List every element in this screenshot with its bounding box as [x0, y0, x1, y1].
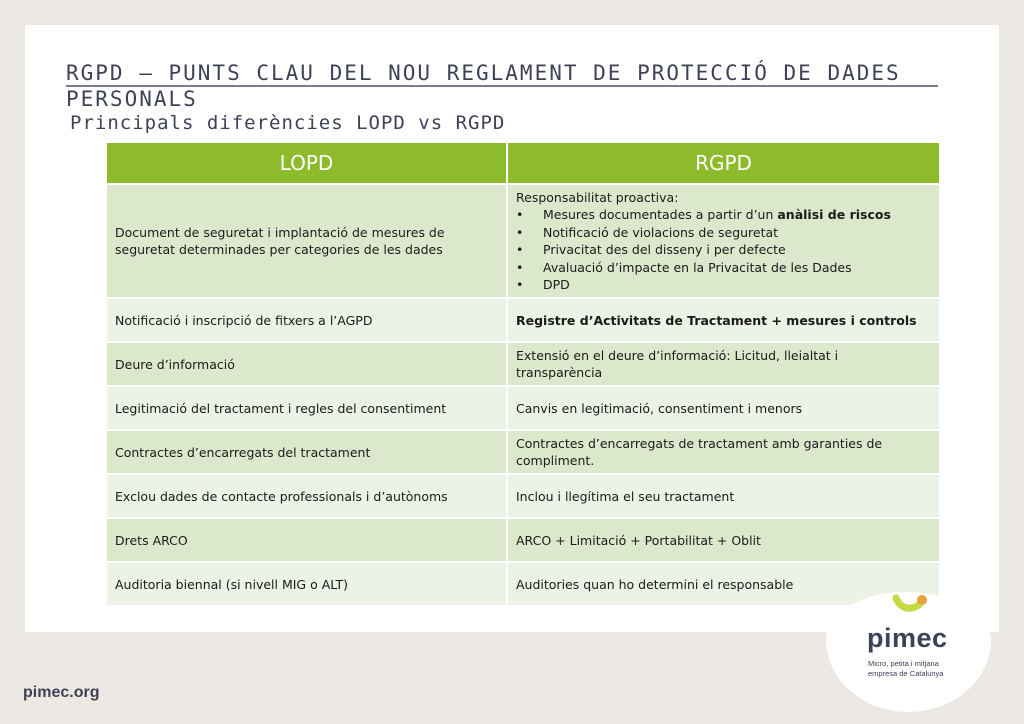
rgpd-cell	[507, 430, 940, 474]
page-subtitle: Principals diferències LOPD vs RGPD	[70, 112, 506, 134]
logo-tagline: Micro, petita i mitjana empresa de Catalunya	[868, 659, 944, 678]
bullet-icon: •	[516, 259, 524, 275]
table-row	[106, 386, 940, 430]
footer-site-link[interactable]: pimec.org	[23, 684, 100, 701]
header-lopd: LOPD	[106, 142, 507, 184]
list-item: • DPD	[516, 277, 570, 292]
title-divider	[66, 85, 938, 87]
lopd-cell: Drets ARCO	[106, 518, 507, 562]
cell-text: Responsabilitat proactiva:	[516, 189, 679, 205]
rgpd-cell: Inclou i llegítima el seu tractament	[507, 474, 940, 518]
cell-text: transparència	[516, 365, 603, 380]
logo-wordmark: pimec	[867, 623, 948, 653]
cell-text: Document de seguretat i implantació de mesures de	[115, 225, 445, 240]
bullet-icon: •	[516, 224, 524, 240]
table-row	[106, 298, 940, 342]
rgpd-cell: Canvis en legitimació, consentiment i menors	[507, 386, 940, 430]
cell-text: Extensió en el deure d’informació: Licitud, lleialtat i	[516, 348, 839, 363]
lopd-cell: Exclou dades de contacte professionals i d’autònoms	[106, 474, 507, 518]
lopd-cell: Auditoria biennal (si nivell MIG o ALT)	[106, 562, 507, 606]
table-row	[106, 474, 940, 518]
rgpd-cell	[507, 184, 940, 298]
table-row	[106, 342, 940, 386]
cell-text: compliment.	[516, 453, 595, 468]
list-item: • Mesures documentades a partir d’un anàlisi de riscos	[516, 207, 891, 222]
rgpd-cell	[507, 342, 940, 386]
cell-text: seguretat determinades per categories de les dades	[115, 242, 443, 257]
table-row	[106, 518, 940, 562]
list-item: • Privacitat des del disseny i per defecte	[516, 242, 786, 257]
cell-text: Contractes d’encarregats de tractament amb garanties de	[516, 436, 883, 451]
lopd-cell	[106, 184, 507, 298]
lopd-cell: Contractes d’encarregats del tractament	[106, 430, 507, 474]
comparison-table	[105, 141, 941, 607]
table-row	[106, 430, 940, 474]
bullet-icon: •	[516, 277, 524, 292]
list-item: • Notificació de violacions de seguretat	[516, 224, 779, 240]
rgpd-cell: Registre d’Activitats de Tractament + mesures i controls	[507, 298, 940, 342]
list-item: • Avaluació d’impacte en la Privacitat de les Dades	[516, 259, 852, 275]
slide	[25, 25, 999, 632]
rgpd-cell: ARCO + Limitació + Portabilitat + Oblit	[507, 518, 940, 562]
table-row	[106, 184, 940, 298]
lopd-cell: Legitimació del tractament i regles del consentiment	[106, 386, 507, 430]
bullet-icon: •	[516, 207, 524, 222]
bullet-icon: •	[516, 242, 524, 257]
pimec-logo-icon	[890, 594, 930, 624]
rgpd-cell: Auditories quan ho determini el responsable	[507, 562, 940, 606]
lopd-cell: Notificació i inscripció de fitxers a l’AGPD	[106, 298, 507, 342]
header-rgpd: RGPD	[507, 142, 940, 184]
page-title: RGPD – PUNTS CLAU DEL NOU REGLAMENT DE PROTECCIÓ DE DADES PERSONALS	[66, 61, 901, 111]
table-header-row	[106, 142, 940, 184]
table-row	[106, 562, 940, 606]
lopd-cell: Deure d’informació	[106, 342, 507, 386]
